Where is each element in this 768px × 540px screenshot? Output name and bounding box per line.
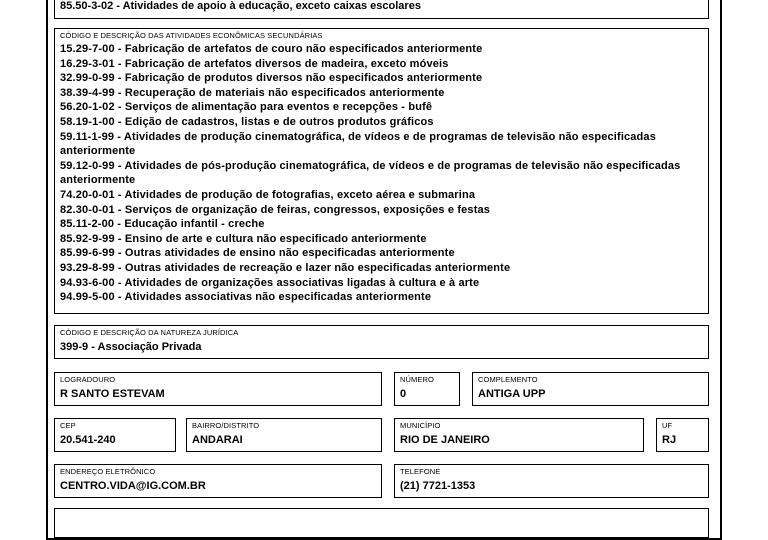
list-item: 93.29-8-99 - Outras atividades de recreação e lazer não especificadas anteriormente [60, 261, 511, 274]
complemento-box [472, 372, 709, 406]
list-item: 85.92-9-99 - Ensino de arte e cultura não especificado anteriormente [60, 232, 427, 245]
logradouro-label: LOGRADOURO [60, 375, 116, 384]
bairro-label: BAIRRO/DISTRITO [192, 421, 260, 430]
uf-box [656, 418, 709, 452]
uf-label: UF [662, 421, 673, 430]
logradouro-box [54, 372, 382, 406]
numero-label: NÚMERO [400, 375, 434, 384]
list-item: 32.99-0-99 - Fabricação de produtos diversos não especificados anteriormente [60, 72, 483, 85]
list-item: 15.29-7-00 - Fabricação de artefatos de couro não especificados anteriormente [60, 43, 483, 55]
cep-value: 20.541-240 [60, 434, 116, 446]
complemento-value: ANTIGA UPP [478, 388, 546, 400]
atividade-principal-value: 85.50-3-02 - Atividades de apoio à educação, exceto caixas escolares [60, 0, 421, 12]
complemento-label: COMPLEMENTO [478, 375, 538, 384]
list-item: 16.29-3-01 - Fabricação de artefatos diversos de madeira, exceto móveis [60, 57, 449, 70]
list-item: 94.99-5-00 - Atividades associativas não especificadas anteriormente [60, 291, 432, 304]
email-label: ENDEREÇO ELETRÔNICO [60, 467, 156, 476]
list-item: 58.19-1-00 - Edição de cadastros, listas e de outros produtos gráficos [60, 115, 434, 128]
telefone-label: TELEFONE [400, 467, 441, 476]
uf-value: RJ [662, 434, 677, 446]
natureza-juridica-label: CÓDIGO E DESCRIÇÃO DA NATUREZA JURÍDICA [60, 328, 239, 337]
email-value: CENTRO.VIDA@IG.COM.BR [60, 480, 206, 492]
list-item: 85.99-6-99 - Outras atividades de ensino não especificadas anteriormente [60, 247, 455, 260]
list-item: 56.20-1-02 - Serviços de alimentação para eventos e recepções - bufê [60, 101, 433, 114]
atividades-secundarias-list [60, 42, 700, 305]
next-section-box [54, 508, 709, 538]
telefone-value: (21) 7721-1353 [400, 480, 476, 492]
atividades-secundarias-box [54, 28, 709, 314]
cep-box [54, 418, 176, 452]
natureza-juridica-value: 399-9 - Associação Privada [60, 341, 202, 353]
municipio-label: MUNICÍPIO [400, 421, 441, 430]
numero-value: 0 [400, 388, 407, 400]
cep-label: CEP [60, 421, 76, 430]
email-box [54, 464, 382, 498]
numero-box [394, 372, 460, 406]
telefone-box [394, 464, 709, 498]
bairro-value: ANDARAI [192, 434, 243, 446]
list-item: 74.20-0-01 - Atividades de produção de fotografias, exceto aérea e submarina [60, 188, 476, 201]
list-item: 94.93-6-00 - Atividades de organizações associativas ligadas à cultura e à arte [60, 276, 480, 289]
list-item: 59.11-1-99 - Atividades de produção cinematográfica, de vídeos e de programas de televisão não especificadas anteriormente [60, 130, 656, 158]
natureza-juridica-box [54, 325, 709, 359]
atividades-secundarias-label: CÓDIGO E DESCRIÇÃO DAS ATIVIDADES ECONÔMICAS SECUNDÁRIAS [60, 31, 323, 40]
list-item: 59.12-0-99 - Atividades de pós-produção cinematográfica, de vídeos e de programas de televisão não especificadas anteriormente [60, 159, 681, 187]
municipio-value: RIO DE JANEIRO [400, 434, 490, 446]
logradouro-value: R SANTO ESTEVAM [60, 388, 165, 400]
list-item: 38.39-4-99 - Recuperação de materiais não especificados anteriormente [60, 86, 445, 99]
atividade-principal-box [54, 0, 709, 19]
bairro-box [186, 418, 382, 452]
list-item: 85.11-2-00 - Educação infantil - creche [60, 218, 265, 231]
list-item: 82.30-0-01 - Serviços de organização de feiras, congressos, exposições e festas [60, 203, 491, 216]
municipio-box [394, 418, 644, 452]
